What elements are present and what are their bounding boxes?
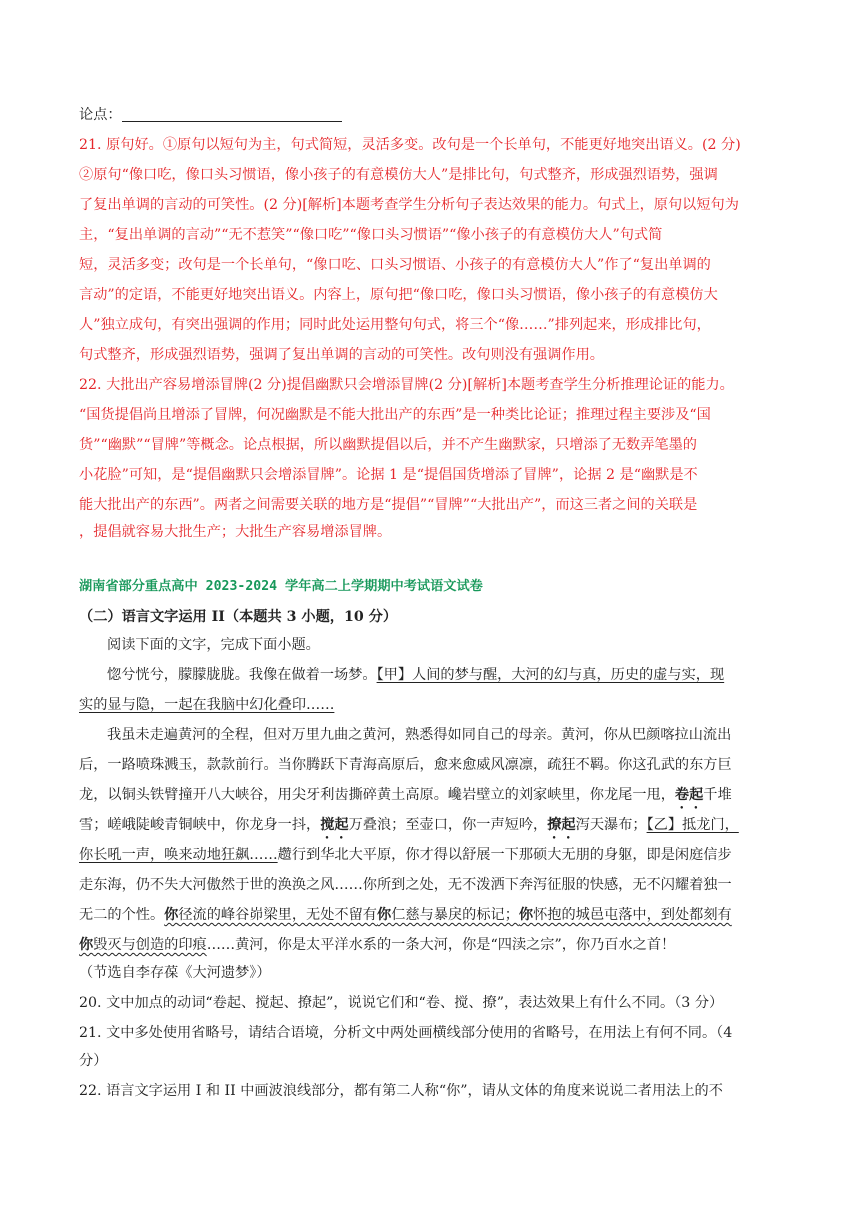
passage-paragraph-2-line-7 — [79, 900, 783, 930]
answer-22-line-1: 22. 大批出产容易增添冒牌(2 分)提倡幽默只会增添冒牌(2 分)[解析]本题考查学生分析推理论证的能力。 — [79, 377, 734, 393]
question-22-line-1: 22. 语言文字运用 I 和 II 中画波浪线部分，都有第二人称“你”，请从文体的角度来说说二者用法上的不 — [79, 1083, 723, 1099]
passage-text: 龙，以铜头铁臂撞开八大峡谷，用尖牙利齿撕碎黄土高原。巉岩壁立的刘家峡里，你龙尾一甩， — [79, 787, 675, 803]
exam-source-title: 湖南省部分重点高中 2023-2024 学年高二上学期期中考试语文试卷 — [79, 579, 483, 594]
excerpt-note: （节选自李存葆《大河遗梦》） — [79, 965, 271, 981]
answer-21-line-5: 短，灵活多变；改句是一个长单句，“像口吃、口头习惯语、小孩子的有意模仿大人”作了“复出单调的 — [79, 257, 711, 273]
passage-text: 千堆 — [703, 787, 732, 803]
passage-text: 泻天瀑布； — [575, 817, 647, 833]
passage-text: ……黄河，你是太平洋水系的一条大河，你是“四渎之宗”，你乃百水之首！ — [206, 937, 676, 953]
answer-22-line-5: 能大批出产的东西”。两者之间需要关联的地方是“提倡”“冒牌”“大批出产”，而这三者之间的关联是 — [79, 497, 698, 513]
dotted-verb-juanqi: 卷起 — [674, 787, 704, 803]
wavy-you-3: 你 — [518, 907, 534, 923]
answer-22-line-6: ，提倡就容易大批生产；大批生产容易增添冒牌。 — [79, 524, 392, 540]
question-21-line-1: 21. 文中多处使用省略号，请结合语境，分析文中两处画横线部分使用的省略号，在用法上有何不同。（4 — [79, 1025, 733, 1041]
answer-22-line-3: 货”“幽默”“冒牌”等概念。论点根据，所以幽默提倡以后，并不产生幽默家，只增添了无数弄笔墨的 — [79, 437, 697, 453]
wavy-text: 毁灭与创造的印痕 — [93, 937, 207, 953]
passage-paragraph-2-line-5 — [79, 840, 783, 870]
instruction: 阅读下面的文字，完成下面小题。 — [107, 637, 320, 653]
wavy-text: 径流的峰谷峁梁里，无处不留有 — [178, 907, 377, 923]
passage-paragraph-1-line-1 — [79, 660, 811, 690]
answer-21-line-4: 主，“复出单调的言动”“无不惹笑”“像口吃”“像口头习惯语”“像小孩子的有意模仿大人”句式简 — [79, 227, 663, 243]
passage-text: 万叠浪；至壶口，你一声短吟， — [348, 817, 548, 833]
answer-21-line-8: 句式整齐，形成强烈语势，强调了复出单调的言动的可笑性。改句则没有强调作用。 — [79, 347, 604, 363]
argument-line — [79, 100, 783, 130]
answer-21-line-1: 21. 原句好。①原句以短句为主，句式简短，灵活多变。改句是一个长单句，不能更好地突出语义。(2 分) — [79, 137, 741, 153]
underlined-jia-end: 实的显与隐，一起在我脑中幻化叠印…… — [79, 697, 335, 713]
answer-21-line-2: ②原句“像口吃，像口头习惯语，像小孩子的有意模仿大人”是排比句，句式整齐，形成强烈语势，强调 — [79, 167, 718, 183]
passage-paragraph-2-line-6: 走东海，仍不失大河傲然于世的涣涣之风……你所到之处，无不泼洒下奔泻征服的快感，无不闪耀着独一 — [79, 877, 732, 893]
answer-21-line-3: 了复出单调的言动的可笑性。(2 分)[解析]本题考查学生分析句子表达效果的能力。句式上，原句以短句为 — [79, 197, 739, 213]
passage-paragraph-1-line-2 — [79, 690, 783, 720]
passage-paragraph-2-line-3 — [79, 780, 783, 812]
dotted-verb-liaoqi: 撩起 — [547, 817, 576, 833]
section-heading: （二）语言文字运用 II（本题共 3 小题，10 分） — [79, 609, 398, 625]
answer-22-line-4: 小花脸”可知，是“提倡幽默只会增添冒牌”。论据 1 是“提倡国货增添了冒牌”，论据 2 是“幽默是不 — [79, 467, 698, 483]
question-21-line-2: 分） — [79, 1053, 108, 1069]
passage-text: 无二的个性。 — [79, 907, 165, 923]
answer-21-line-6: 言动”的定语，不能更好地突出语义。内容上，原句把“像口吃，像口头习惯语，像小孩子的有意模仿大 — [79, 287, 718, 303]
passage-paragraph-2-line-4 — [79, 810, 783, 842]
argument-label: 论点： — [79, 107, 122, 123]
underlined-yi-end: 你长吼一声，唤来动地狂飙…… — [79, 847, 278, 863]
passage-paragraph-2-line-1: 我虽未走遍黄河的全程，但对万里九曲之黄河，熟悉得如同自己的母亲。黄河，你从巴颜喀拉山流出 — [107, 727, 732, 743]
dotted-verb-jiaoqi: 搅起 — [320, 817, 349, 833]
question-20: 20. 文中加点的动词“卷起、搅起、撩起”，说说它们和“卷、搅、撩”，表达效果上有什么不同。（3 分） — [79, 995, 724, 1011]
underlined-yi: 【乙】抵龙门， — [646, 817, 739, 833]
passage-paragraph-2-line-8 — [79, 930, 783, 960]
passage-text: 雪；嵯峨陡峻青铜峡中，你龙身一抖， — [79, 817, 321, 833]
wavy-text: 怀抱的城邑屯落中，到处都刻有 — [533, 907, 732, 923]
answer-21-line-7: 人”独立成句，有突出强调的作用；同时此处运用整句句式，将三个“像……”排列起来，形成排比句， — [79, 317, 711, 333]
wavy-you-4: 你 — [79, 937, 94, 953]
passage-paragraph-2-line-2: 后，一路喷珠溅玉，款款前行。当你腾跃下青海高原后，愈来愈威风凛凛，疏狂不羁。你这孔武的东方巨 — [79, 757, 732, 773]
passage-text: 趱行到华北大平原，你才得以舒展一下那硕大无朋的身躯，即是闲庭信步 — [277, 847, 732, 863]
wavy-you-2: 你 — [376, 907, 392, 923]
answer-blank[interactable] — [122, 103, 342, 122]
answer-22-line-2: “国货提倡尚且增添了冒牌，何况幽默是不能大批出产的东西”是一种类比论证；推理过程主要涉及“国 — [79, 407, 711, 423]
passage-text: 惚兮恍兮，朦朦胧胧。我像在做着一场梦。 — [107, 667, 377, 683]
wavy-text: 仁慈与暴戾的标记； — [391, 907, 519, 923]
underlined-jia: 【甲】人间的梦与醒，大河的幻与真，历史的虚与实，现 — [376, 667, 725, 683]
wavy-you-1: 你 — [164, 907, 179, 923]
